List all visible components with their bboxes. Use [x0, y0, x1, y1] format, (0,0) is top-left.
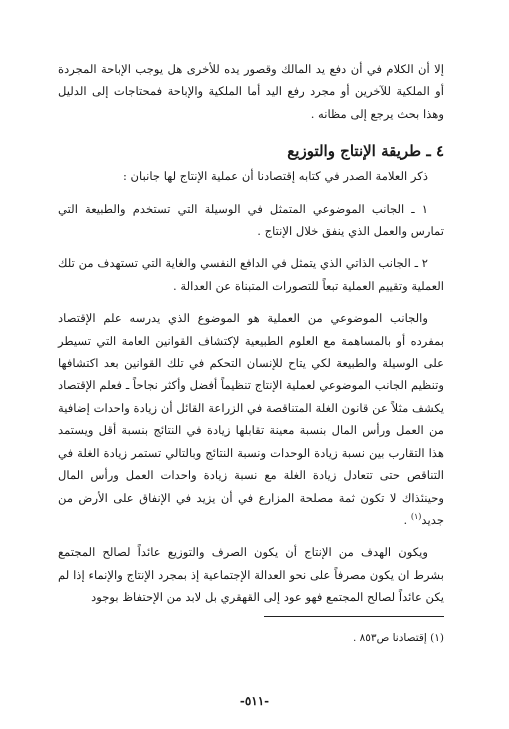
- objective-side-paragraph: [58, 307, 444, 531]
- footnote: (١) إقتصادنا ص٨٥٣ .: [352, 632, 444, 644]
- objective-side-text: والجانب الموضوعي من العملية هو الموضوع الذي يدرسه علم الإقتصاد بمفرده أو بالمساهمة مع العلوم الطبيعية لإكتشاف القوانين العامة التي تسيطر على الوسيلة والطبيعة لكي يتاح للإنسان التحكم في تلك القوانين بعد اكتشافها وتنظيم الجانب الموضوعي لعملية الإنتاج تنظيماً أفضل وأكثر نجاحاً ـ فعلم الإقتصاد يكشف مثلاً عن قانون الغلة المتناقصة في الزراعة القائل أن زيادة واحدات إضافية من العمل ورأس المال بنسبة معينة تقابلها زيادة في النتائج بنسبة أقل ويستمد هذا التقارب بين نسبة زيادة الوحدات ونسبة النتائج وبالتالي تستمر زيادة الغلة في التناقص حتى تتعادل زيادة الغلة مع نسبة زيادة واحدات العمل ورأس المال وحينئذاك لا تكون ثمة مصلحة المزارع في أن يزيد في الإنفاق على الأرض من جديد: [58, 311, 444, 527]
- section-heading: ٤ ـ طريقة الإنتاج والتوزيع: [287, 142, 444, 161]
- footnote-reference: (١): [410, 512, 422, 522]
- list-item-subjective-side: ٢ ـ الجانب الذاتي الذي يتمثل في الدافع النفسي والغاية التي تستهدف من تلك العملية وتقييم العملية تبعاً للتصورات المتبناة عن العدالة .: [58, 256, 444, 293]
- production-goal-paragraph: ويكون الهدف من الإنتاج أن يكون الصرف والتوزيع عائداً لصالح المجتمع بشرط ان يكون مصرفاً على نحو العدالة الإجتماعية إذ بمجرد الإنتاج والإنماء إذا لم يكن عائداً لصالح المجتمع فهو عود إلى القهقري بل لابد من الإحتفاظ بوجود: [58, 545, 444, 605]
- intro-paragraph: إلا أن الكلام في أن دفع يد المالك وقصور يده للأخرى هل يوجب الإباحة المجردة أو الملكية للآخرين أو مجرد رفع اليد أما الملكية والإباحة فمحتاجات إلى الدليل وهذا بحث يرجع إلى مظانه .: [58, 62, 444, 121]
- list-item-objective-side: ١ ـ الجانب الموضوعي المتمثل في الوسيلة التي تستخدم والطبيعة التي تمارس والعمل الذي ينفق خلال الإنتاج .: [58, 201, 444, 239]
- section-intro-paragraph: ذكر العلامة الصدر في كتابه إقتصادنا أن عملية الإنتاج لها جانبان :: [122, 169, 428, 184]
- page-body: [58, 58, 444, 609]
- objective-side-end: .: [403, 512, 411, 527]
- footnote-divider: [264, 616, 444, 617]
- page-number: -٥١١-: [239, 694, 270, 708]
